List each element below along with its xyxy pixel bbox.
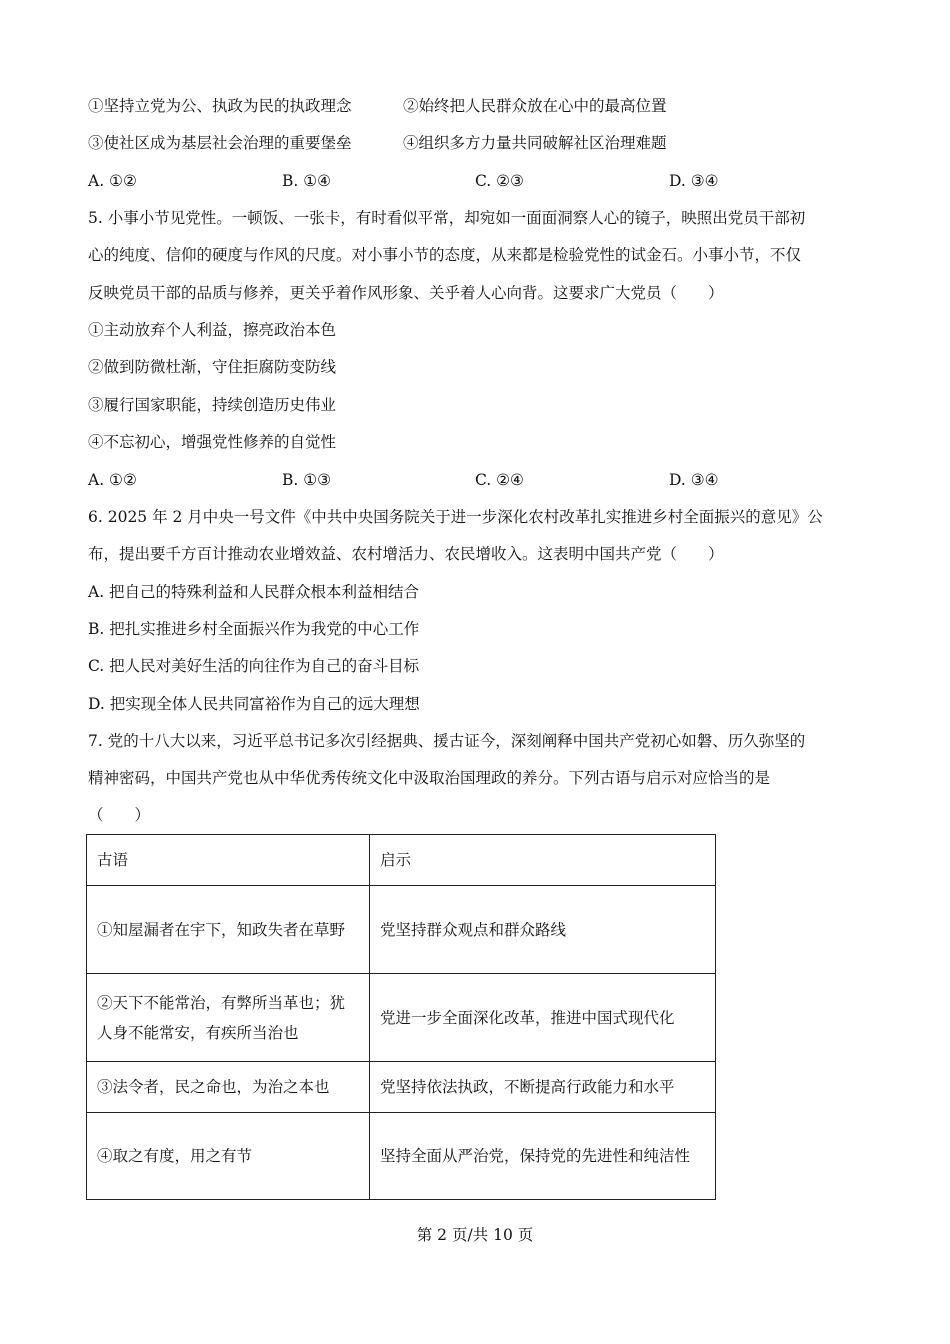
q4-option-c[interactable]: C. ②③	[475, 172, 524, 190]
page-number-footer: 第 2 页/共 10 页	[416, 1226, 534, 1244]
q7-table-row	[87, 1062, 716, 1113]
q7-table-header-row	[87, 835, 716, 886]
q4-statement-3: ③使社区成为基层社会治理的重要堡垒	[88, 134, 352, 152]
q7-row1-quote: ①知屋漏者在宇下，知政失者在草野	[87, 886, 370, 974]
q4-option-b[interactable]: B. ①④	[282, 172, 332, 190]
q4-option-a[interactable]: A. ①②	[88, 172, 137, 190]
q5-stem-line2: 心的纯度、信仰的硬度与作风的尺度。对小事小节的态度，从来都是检验党性的试金石。小事小节，不仅	[88, 246, 802, 264]
q7-stem-line1: 7. 党的十八大以来，习近平总书记多次引经据典、援古证今，深刻阐释中国共产党初心如磐、历久弥坚的	[88, 732, 806, 750]
q5-statement-4: ④不忘初心，增强党性修养的自觉性	[88, 433, 337, 451]
q7-table	[86, 834, 716, 1200]
q7-table-row	[87, 974, 716, 1062]
q7-stem-line3: （ ）	[88, 806, 151, 824]
q7-stem-line2: 精神密码，中国共产党也从中华优秀传统文化中汲取治国理政的养分。下列古语与启示对应恰当的是	[88, 769, 771, 787]
q6-option-a[interactable]: A. 把自己的特殊利益和人民群众根本利益相结合	[88, 583, 420, 601]
q7-row1-insight: 党坚持群众观点和群众路线	[370, 886, 716, 974]
q4-statement-2: ②始终把人民群众放在心中的最高位置	[403, 97, 667, 115]
q5-option-d[interactable]: D. ③④	[669, 471, 719, 489]
q5-option-a[interactable]: A. ①②	[88, 471, 137, 489]
q6-option-b[interactable]: B. 把扎实推进乡村全面振兴作为我党的中心工作	[88, 620, 420, 638]
q7-row2-insight: 党进一步全面深化改革，推进中国式现代化	[370, 974, 716, 1062]
q4-statement-4: ④组织多方力量共同破解社区治理难题	[403, 134, 667, 152]
q7-row2-quote: ②天下不能常治，有弊所当革也；犹人身不能常安，有疾所当治也	[87, 974, 370, 1062]
q7-row3-quote: ③法令者，民之命也，为治之本也	[87, 1062, 370, 1113]
q5-stem-line3: 反映党员干部的品质与修养，更关乎着作风形象、关乎着人心向背。这要求广大党员（ ）	[88, 284, 724, 302]
q7-table-row	[87, 886, 716, 974]
q7-header-insight: 启示	[370, 835, 716, 886]
q4-options	[88, 170, 868, 192]
q7-row4-insight: 坚持全面从严治党，保持党的先进性和纯洁性	[370, 1113, 716, 1200]
q5-option-b[interactable]: B. ①③	[282, 471, 332, 489]
q5-statement-2: ②做到防微杜渐，守住拒腐防变防线	[88, 358, 337, 376]
q7-row3-insight: 党坚持依法执政，不断提高行政能力和水平	[370, 1062, 716, 1113]
q6-stem-line1: 6. 2025 年 2 月中央一号文件《中共中央国务院关于进一步深化农村改革扎实推进乡村全面振兴的意见》公	[88, 508, 823, 526]
q7-row4-quote: ④取之有度，用之有节	[87, 1113, 370, 1200]
q6-option-d[interactable]: D. 把实现全体人民共同富裕作为自己的远大理想	[88, 695, 420, 713]
q5-option-c[interactable]: C. ②④	[475, 471, 524, 489]
q7-table-row	[87, 1113, 716, 1200]
q4-statement-1: ①坚持立党为公、执政为民的执政理念	[88, 97, 352, 115]
q6-stem-line2: 布，提出要千方百计推动农业增效益、农村增活力、农民增收入。这表明中国共产党（ ）	[88, 545, 724, 563]
q7-header-quote: 古语	[87, 835, 370, 886]
q5-statement-3: ③履行国家职能，持续创造历史伟业	[88, 396, 337, 414]
q5-statement-1: ①主动放弃个人利益，擦亮政治本色	[88, 321, 337, 339]
q5-options	[88, 469, 868, 491]
q4-option-d[interactable]: D. ③④	[669, 172, 719, 190]
q6-option-c[interactable]: C. 把人民对美好生活的向往作为自己的奋斗目标	[88, 657, 420, 675]
q5-stem-line1: 5. 小事小节见党性。一顿饭、一张卡，有时看似平常，却宛如一面面洞察人心的镜子，映照出党员干部初	[88, 209, 806, 227]
